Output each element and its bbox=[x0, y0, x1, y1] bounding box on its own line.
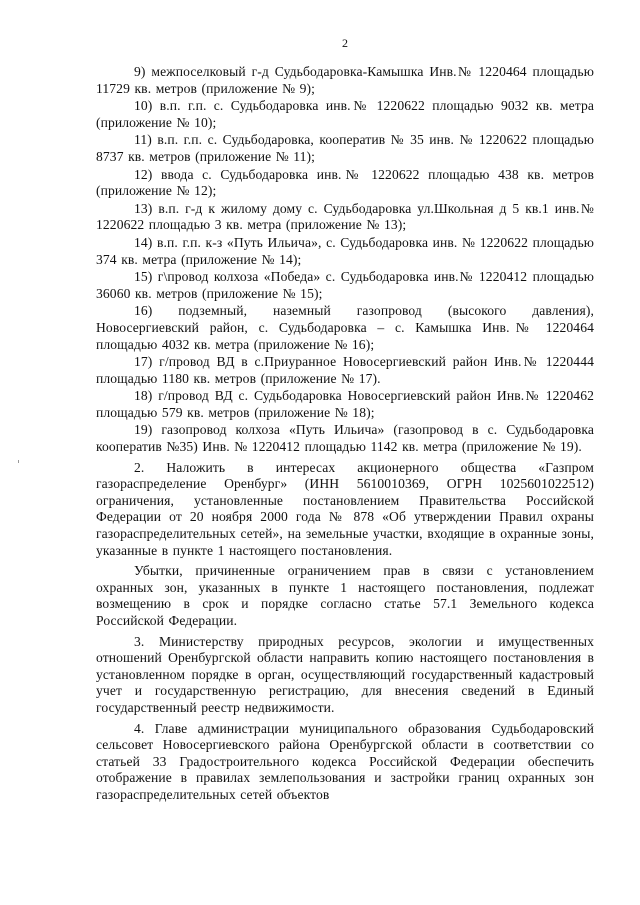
document-page bbox=[96, 36, 594, 805]
scan-mark bbox=[18, 460, 19, 463]
list-item-17: 17) г/провод ВД в с.Приуранное Новосергиевский район Инв.№ 1220444 площадью 1180 кв. метров (приложение № 17). bbox=[96, 354, 594, 386]
list-item-10: 10) в.п. г.п. с. Судьбодаровка инв.№ 1220622 площадью 9032 кв. метра (приложение № 10); bbox=[96, 98, 594, 130]
clause-3: 3. Министерству природных ресурсов, экологии и имущественных отношений Оренбургской области направить копию настоящего постановления в установленном порядке в орган, осуществляющий государственный кадастровый учет и государственную регистрацию, для внесения сведений в Единый государственный реестр недвижимости. bbox=[96, 633, 594, 715]
list-item-15: 15) г\провод колхоза «Победа» с. Судьбодаровка инв.№ 1220412 площадью 36060 кв. метров (приложение № 15); bbox=[96, 269, 594, 301]
list-item-9: 9) межпоселковый г-д Судьбодаровка-Камышка Инв.№ 1220464 площадью 11729 кв. метров (приложение № 9); bbox=[96, 64, 594, 96]
list-item-14: 14) в.п. г.п. к-з «Путь Ильича», с. Судьбодаровка инв. № 1220622 площадью 374 кв. метра (приложение № 14); bbox=[96, 234, 594, 267]
list-item-13: 13) в.п. г-д к жилому дому с. Судьбодаровка ул.Школьная д 5 кв.1 инв.№ 1220622 площадью 3 кв. метра (приложение № 13); bbox=[96, 200, 594, 233]
clause-2: 2. Наложить в интересах акционерного общества «Газпром газораспределение Оренбург» (ИНН 5610010369, ОГРН 1025601022512) ограничения, установленные постановлением Правительства Российской Федерации от 20 ноября 2000 года № 878 «Об утверждении Правил охраны газораспределительных сетей», на земельные участки, входящие в охранные зоны, указанные в пункте 1 настоящего постановления. bbox=[96, 459, 594, 558]
list-item-12: 12) ввода с. Судьбодаровка инв.№ 1220622 площадью 438 кв. метров (приложение № 12); bbox=[96, 166, 594, 199]
list-item-18: 18) г/провод ВД с. Судьбодаровка Новосергиевский район Инв.№ 1220462 площадью 579 кв. метров (приложение № 18); bbox=[96, 388, 594, 420]
page-number: 2 bbox=[341, 36, 349, 50]
list-item-16: 16) подземный, наземный газопровод (высокого давления), Новосергиевский район, с. Судьбодаровка – с. Камышка Инв.№ 1220464 площадью 4032 кв. метра (приложение № 16); bbox=[96, 303, 594, 352]
clause-4: 4. Главе администрации муниципального образования Судьбодаровский сельсовет Новосергиевского района Оренбургской области в соответствии со статьей 33 Градостроительного кодекса Российской Федерации обеспечить отображение в правилах землепользования и застройки границ охранных зон газораспределительных сетей объектов bbox=[96, 720, 594, 802]
clause-2-losses: Убытки, причиненные ограничением прав в связи с установлением охранных зон, указанных в пункте 1 настоящего постановления, подлежат возмещению в срок и порядке согласно статье 57.1 Земельного кодекса Российской Федерации. bbox=[96, 563, 594, 628]
list-item-11: 11) в.п. г.п. с. Судьбодаровка, кооператив № 35 инв. № 1220622 площадью 8737 кв. метров (приложение № 11); bbox=[96, 132, 594, 164]
list-item-19: 19) газопровод колхоза «Путь Ильича» (газопровод в с. Судьбодаровка кооператив №35) Инв. № 1220412 площадью 1142 кв. метра (приложение № 19). bbox=[96, 422, 594, 455]
